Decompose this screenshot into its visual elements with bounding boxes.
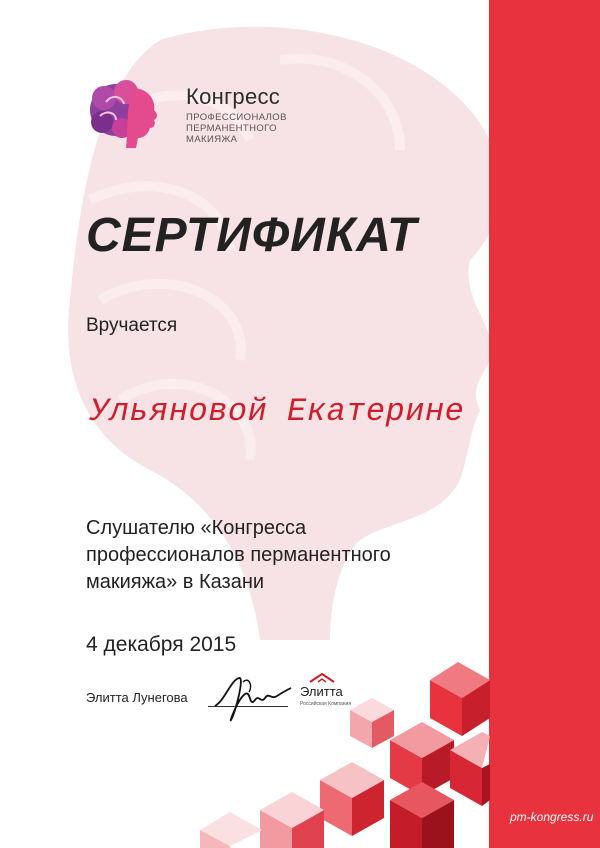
- elitta-brand-tagline: Российская Компания: [300, 701, 352, 707]
- decorative-red-band: [489, 0, 600, 848]
- woman-profile-logo-icon: [86, 72, 172, 152]
- logo-subtitle-line2: ПЕРМАНЕНТНОГО МАКИЯЖА: [186, 123, 277, 145]
- logo-subtitle-line1: ПРОФЕССИОНАЛОВ: [186, 112, 287, 123]
- certificate-description: [86, 515, 446, 596]
- website-link[interactable]: pm-kongress.ru: [510, 810, 594, 824]
- recipient-name: Ульяновой Екатерине: [90, 393, 465, 430]
- logo-title: Конгресс: [186, 84, 281, 109]
- elitta-brand-name: Элитта: [300, 684, 343, 699]
- description-line2: профессионалов перманентного: [86, 544, 391, 566]
- description-line1: Слушателю «Конгресса: [86, 517, 307, 539]
- certificate-title: СЕРТИФИКАТ: [86, 209, 418, 262]
- certificate-date: 4 декабря 2015: [86, 633, 237, 656]
- logo-subtitle: [186, 112, 301, 145]
- congress-logo: [86, 72, 301, 152]
- handwritten-signature: [205, 670, 295, 725]
- signatory-name: Элитта Лунегова: [86, 690, 188, 705]
- presented-label: Вручается: [86, 315, 178, 336]
- description-line3: макияжа» в Казани: [86, 571, 265, 593]
